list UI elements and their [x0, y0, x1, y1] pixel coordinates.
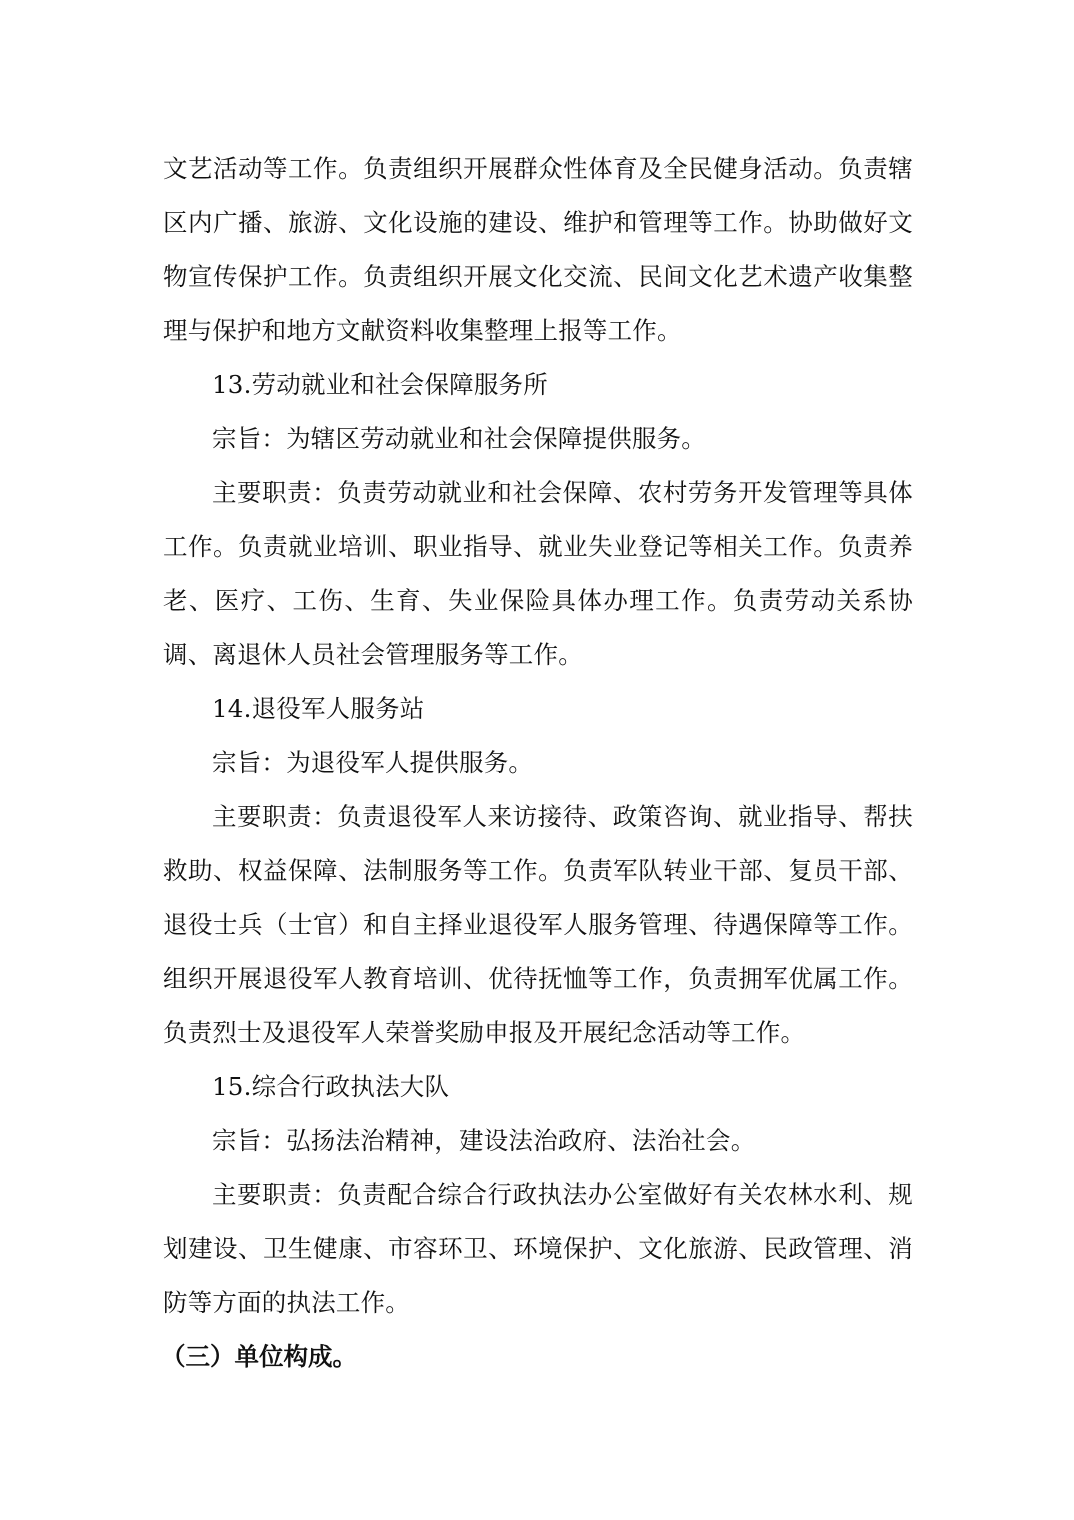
- paragraph-culture-continued: 文艺活动等工作。负责组织开展群众性体育及全民健身活动。负责辖区内广播、旅游、文化设施的建设、维护和管理等工作。协助做好文物宣传保护工作。负责组织开展文化交流、民间文化艺术遗产收集整理与保护和地方文献资料收集整理上报等工作。: [163, 154, 913, 345]
- unit-13-title: 13.劳动就业和社会保障服务所: [212, 370, 548, 399]
- section-heading-unit-composition: （三）单位构成。: [161, 1342, 357, 1371]
- unit-15-duties: 主要职责：负责配合综合行政执法办公室做好有关农林水利、规划建设、卫生健康、市容环卫、环境保护、文化旅游、民政管理、消防等方面的执法工作。: [163, 1180, 913, 1317]
- document-body: [163, 142, 913, 1384]
- unit-13-purpose: 宗旨：为辖区劳动就业和社会保障提供服务。: [212, 424, 706, 453]
- unit-15-purpose: 宗旨：弘扬法治精神，建设法治政府、法治社会。: [212, 1126, 756, 1155]
- unit-14-title: 14.退役军人服务站: [212, 694, 425, 723]
- unit-14-duties: 主要职责：负责退役军人来访接待、政策咨询、就业指导、帮扶救助、权益保障、法制服务等工作。负责军队转业干部、复员干部、退役士兵（士官）和自主择业退役军人服务管理、待遇保障等工作。组织开展退役军人教育培训、优待抚恤等工作，负责拥军优属工作。负责烈士及退役军人荣誉奖励申报及开展纪念活动等工作。: [163, 802, 913, 1047]
- unit-15-title: 15.综合行政执法大队: [212, 1072, 450, 1101]
- unit-13-duties: 主要职责：负责劳动就业和社会保障、农村劳务开发管理等具体工作。负责就业培训、职业指导、就业失业登记等相关工作。负责养老、医疗、工伤、生育、失业保险具体办理工作。负责劳动关系协调、离退休人员社会管理服务等工作。: [163, 478, 913, 669]
- unit-14-purpose: 宗旨：为退役军人提供服务。: [212, 748, 534, 777]
